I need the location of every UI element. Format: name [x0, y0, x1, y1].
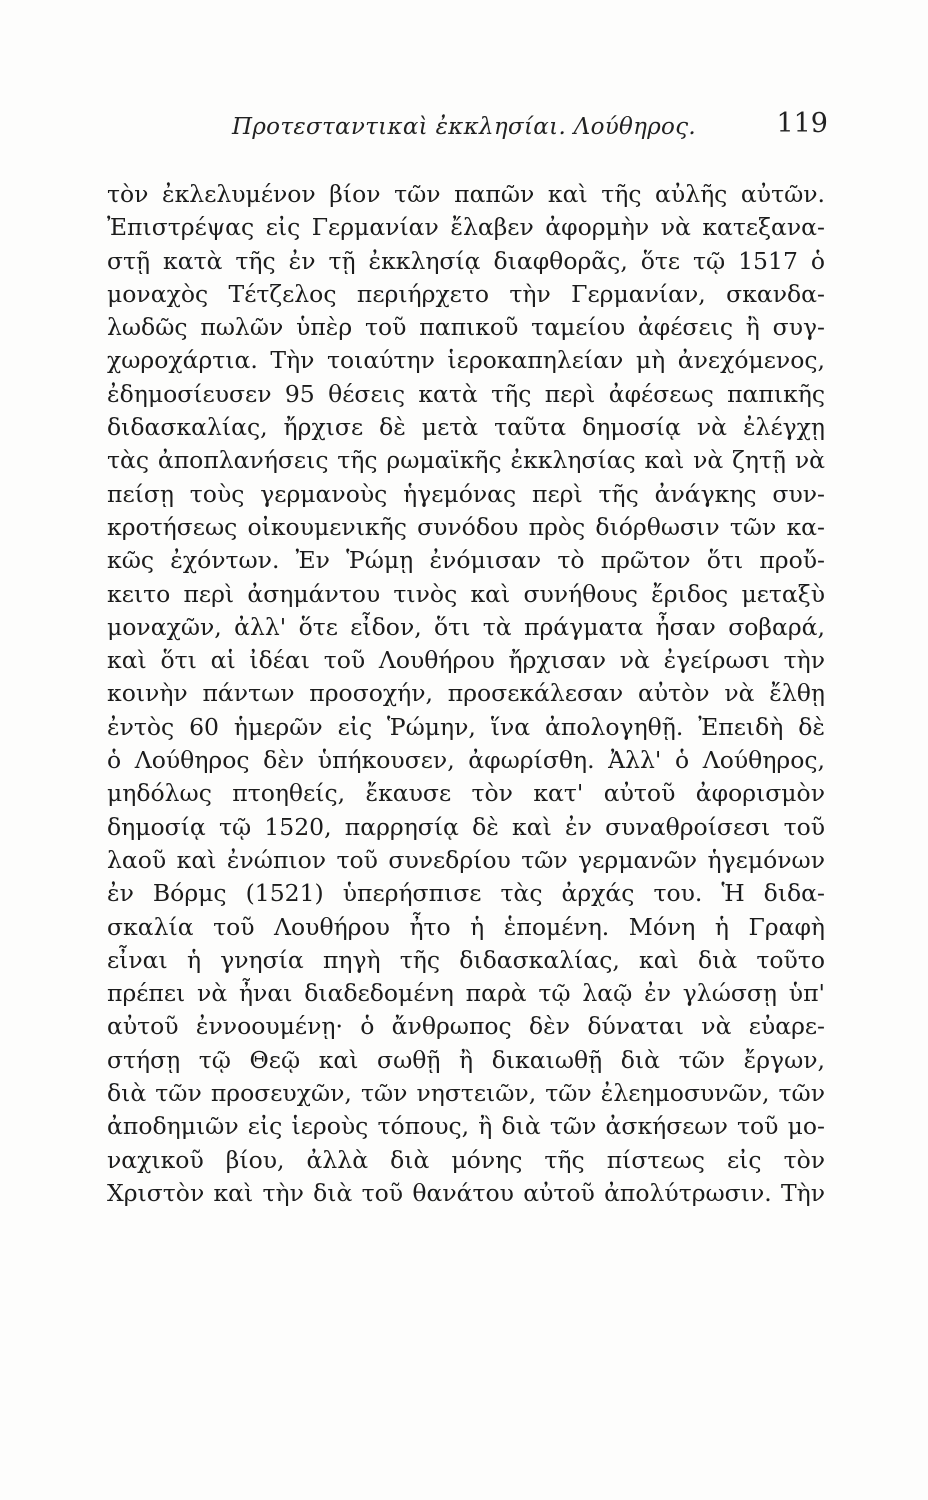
text-line: Χριστὸν καὶ τὴν διὰ τοῦ θανάτου αὐτοῦ ἀπολύτρωσιν. Τὴν	[107, 1178, 825, 1207]
text-line: καὶ ὅτι αἱ ἰδέαι τοῦ Λουθήρου ἤρχισαν νὰ ἐγείρωσι τὴν	[107, 646, 825, 675]
text-line: ἀποδημιῶν εἰς ἱεροὺς τόπους, ἢ διὰ τῶν ἀσκήσεων τοῦ μο-	[107, 1112, 825, 1141]
text-line: σκαλία τοῦ Λουθήρου ἦτο ἡ ἑπομένη. Μόνη ἡ Γραφὴ	[107, 912, 825, 941]
text-line: δημοσίᾳ τῷ 1520, παρρησίᾳ δὲ καὶ ἐν συναθροίσεσι τοῦ	[107, 812, 825, 841]
running-title: Προτεσταντικαὶ ἐκκλησίαι. Λούθηρος.	[232, 114, 696, 140]
text-line: διὰ τῶν προσευχῶν, τῶν νηστειῶν, τῶν ἐλεημοσυνῶν, τῶν	[107, 1079, 825, 1108]
text-line: αὐτοῦ ἐννοουμένῃ· ὁ ἄνθρωπος δὲν δύναται νὰ εὐαρε-	[107, 1012, 825, 1041]
text-line: ναχικοῦ βίου, ἀλλὰ διὰ μόνης τῆς πίστεως εἰς τὸν	[107, 1145, 825, 1174]
text-line: κειτο περὶ ἀσημάντου τινὸς καὶ συνήθους ἔριδος μεταξὺ	[107, 579, 825, 608]
page-number: 119	[776, 108, 828, 139]
text-line: μοναχῶν, ἀλλ' ὅτε εἶδον, ὅτι τὰ πράγματα ἦσαν σοβαρά,	[107, 612, 825, 641]
text-line: λαοῦ καὶ ἐνώπιον τοῦ συνεδρίου τῶν γερμανῶν ἡγεμόνων	[107, 845, 825, 874]
text-line: κροτήσεως οἰκουμενικῆς συνόδου πρὸς διόρθωσιν τῶν κα-	[107, 512, 825, 541]
text-line: ἐντὸς 60 ἡμερῶν εἰς Ῥώμην, ἵνα ἀπολογηθῇ. Ἐπειδὴ δὲ	[107, 712, 825, 741]
text-line: ἐδημοσίευσεν 95 θέσεις κατὰ τῆς περὶ ἀφέσεως παπικῆς	[107, 379, 825, 408]
text-line: διδασκαλίας, ἤρχισε δὲ μετὰ ταῦτα δημοσίᾳ νὰ ἐλέγχῃ	[107, 413, 825, 442]
text-line: λωδῶς πωλῶν ὑπὲρ τοῦ παπικοῦ ταμείου ἀφέσεις ἢ συγ-	[107, 313, 825, 342]
body-text	[107, 178, 825, 1210]
running-head	[100, 108, 828, 148]
text-line: πείσῃ τοὺς γερμανοὺς ἡγεμόνας περὶ τῆς ἀνάγκης συν-	[107, 479, 825, 508]
text-line: στῇ κατὰ τῆς ἐν τῇ ἐκκλησίᾳ διαφθορᾶς, ὅτε τῷ 1517 ὁ	[107, 246, 825, 275]
text-line: Ἐπιστρέψας εἰς Γερμανίαν ἔλαβεν ἀφορμὴν νὰ κατεξανα-	[107, 213, 825, 242]
text-line: πρέπει νὰ ἦναι διαδεδομένη παρὰ τῷ λαῷ ἐν γλώσσῃ ὑπ'	[107, 979, 825, 1008]
text-line: μοναχὸς Τέτζελος περιήρχετο τὴν Γερμανίαν, σκανδα-	[107, 279, 825, 308]
text-line: στήσῃ τῷ Θεῷ καὶ σωθῇ ἢ δικαιωθῇ διὰ τῶν ἔργων,	[107, 1045, 825, 1074]
text-line: εἶναι ἡ γνησία πηγὴ τῆς διδασκαλίας, καὶ διὰ τοῦτο	[107, 945, 825, 974]
text-line: ὁ Λούθηρος δὲν ὑπήκουσεν, ἀφωρίσθη. Ἀλλ' ὁ Λούθηρος,	[107, 746, 825, 775]
text-line: μηδόλως πτοηθείς, ἔκαυσε τὸν κατ' αὐτοῦ ἀφορισμὸν	[107, 779, 825, 808]
text-line: τὸν ἐκλελυμένον βίον τῶν παπῶν καὶ τῆς αὐλῆς αὐτῶν.	[107, 180, 825, 208]
text-line: κοινὴν πάντων προσοχήν, προσεκάλεσαν αὐτὸν νὰ ἔλθῃ	[107, 679, 825, 708]
text-line: ἐν Βόρμς (1521) ὑπερήσπισε τὰς ἀρχάς του. Ἡ διδα-	[107, 879, 825, 908]
text-line: τὰς ἀποπλανήσεις τῆς ρωμαϊκῆς ἐκκλησίας καὶ νὰ ζητῇ νὰ	[107, 446, 825, 475]
text-line: χωροχάρτια. Τὴν τοιαύτην ἱεροκαπηλείαν μὴ ἀνεχόμενος,	[107, 346, 825, 375]
text-line: κῶς ἐχόντων. Ἐν Ῥώμῃ ἐνόμισαν τὸ πρῶτον ὅτι προὔ-	[107, 546, 825, 575]
